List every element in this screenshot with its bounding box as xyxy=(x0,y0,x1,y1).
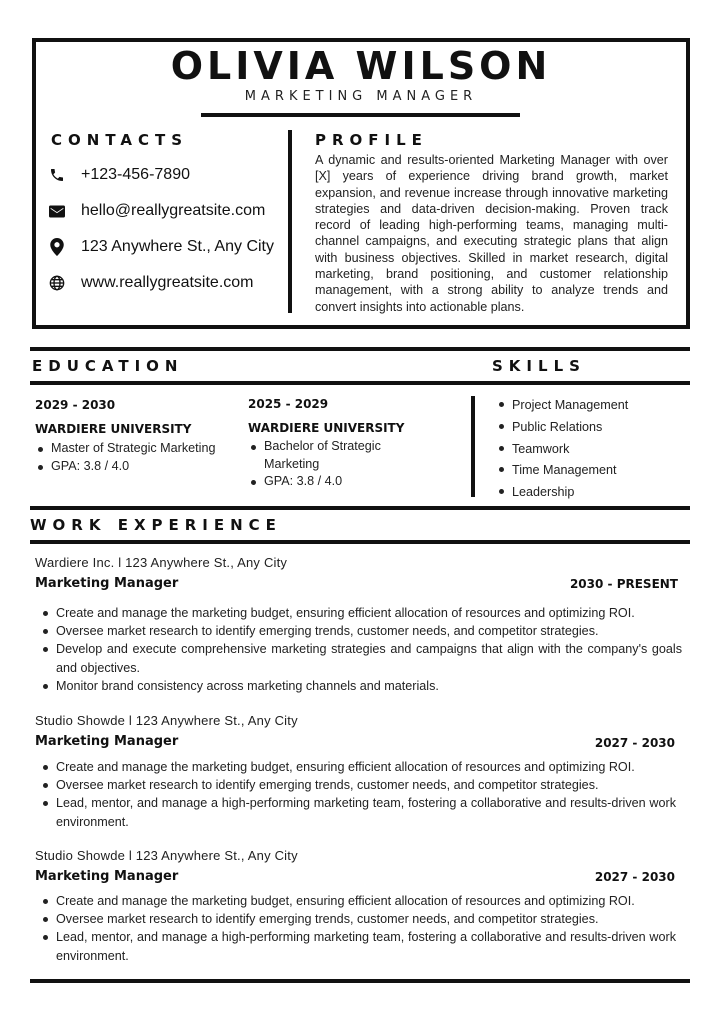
section-rule xyxy=(30,381,690,385)
contact-email-text[interactable]: hello@reallygreatsite.com xyxy=(81,202,266,219)
contacts-heading: CONTACTS xyxy=(51,131,189,149)
list-item: Develop and execute comprehensive marketing strategies and campaigns that align with the company's goals and objectives. xyxy=(40,640,682,676)
skill-item: Time Management xyxy=(496,460,686,482)
education-university: WARDIERE UNIVERSITY xyxy=(35,422,192,436)
skills-divider xyxy=(471,396,475,497)
job-bullets xyxy=(40,892,676,965)
candidate-name: OLIVIA WILSON xyxy=(170,44,552,88)
job-role: Marketing Manager xyxy=(35,734,179,749)
list-item: GPA: 3.8 / 4.0 xyxy=(248,473,408,491)
education-entry xyxy=(35,398,235,475)
globe-icon xyxy=(48,274,66,292)
section-rule xyxy=(30,347,690,351)
skills-heading: SKILLS xyxy=(492,357,586,375)
job-bullets xyxy=(40,758,676,831)
job-role: Marketing Manager xyxy=(35,869,179,884)
contact-website-text[interactable]: www.reallygreatsite.com xyxy=(81,274,254,291)
section-rule xyxy=(30,506,690,510)
skill-item: Teamwork xyxy=(496,439,686,461)
list-item: Create and manage the marketing budget, ensuring efficient allocation of resources and optimizing ROI. xyxy=(40,604,682,622)
education-details xyxy=(248,438,408,491)
mail-icon xyxy=(48,202,66,220)
skill-item: Project Management xyxy=(496,395,686,417)
list-item: Oversee market research to identify emerging trends, customer needs, and competitor strategies. xyxy=(40,622,682,640)
list-item: GPA: 3.8 / 4.0 xyxy=(35,458,235,476)
job-company: Studio Showde l 123 Anywhere St., Any City xyxy=(35,713,298,728)
location-pin-icon xyxy=(48,238,66,256)
profile-heading: PROFILE xyxy=(315,131,428,149)
skills-list xyxy=(496,395,686,504)
skill-item: Leadership xyxy=(496,482,686,504)
list-item: Bachelor of Strategic Marketing xyxy=(248,438,408,473)
education-details xyxy=(35,440,235,475)
job-role: Marketing Manager xyxy=(35,576,179,591)
education-entry xyxy=(248,397,408,491)
job-dates: 2030 - PRESENT xyxy=(569,577,678,591)
contact-email xyxy=(48,200,265,222)
list-item: Create and manage the marketing budget, ensuring efficient allocation of resources and optimizing ROI. xyxy=(40,892,676,910)
header-divider xyxy=(288,130,292,313)
profile-text: A dynamic and results-oriented Marketing Manager with over [X] years of experience driving brand growth, market expansion, and revenue increase through innovative marketing strategies and data-driven decision-making. Proven track record of leading high-performing teams, managing multi-channel campaigns, and executing strategic plans that align with business objectives. Skilled in market research, digital marketing, brand positioning, and customer relationship management, with a strong ability to analyze trends and convert insights into actionable plans. xyxy=(315,153,668,314)
job-company: Studio Showde l 123 Anywhere St., Any City xyxy=(35,848,298,863)
work-heading: WORK EXPERIENCE xyxy=(30,516,282,534)
footer-rule xyxy=(30,979,690,983)
skill-item: Public Relations xyxy=(496,417,686,439)
contact-phone-text[interactable]: +123-456-7890 xyxy=(81,166,190,183)
list-item: Create and manage the marketing budget, ensuring efficient allocation of resources and optimizing ROI. xyxy=(40,758,676,776)
education-years: 2029 - 2030 xyxy=(35,398,116,412)
job-dates: 2027 - 2030 xyxy=(594,736,675,750)
education-heading: EDUCATION xyxy=(32,357,184,375)
list-item: Lead, mentor, and manage a high-performing marketing team, fostering a collaborative and results-driven work environment. xyxy=(40,794,676,830)
list-item: Lead, mentor, and manage a high-performing marketing team, fostering a collaborative and results-driven work environment. xyxy=(40,928,676,964)
phone-icon xyxy=(48,166,66,184)
education-university: WARDIERE UNIVERSITY xyxy=(248,421,405,435)
contact-website xyxy=(48,272,254,294)
job-company: Wardiere Inc. l 123 Anywhere St., Any City xyxy=(35,555,288,570)
job-bullets xyxy=(40,604,682,695)
section-rule xyxy=(30,540,690,544)
list-item: Monitor brand consistency across marketing channels and materials. xyxy=(40,677,682,695)
contact-address-text: 123 Anywhere St., Any City xyxy=(81,238,274,255)
job-dates: 2027 - 2030 xyxy=(594,870,675,884)
contact-phone xyxy=(48,164,190,186)
list-item: Oversee market research to identify emerging trends, customer needs, and competitor strategies. xyxy=(40,776,676,794)
name-underline xyxy=(201,113,520,117)
candidate-title: MARKETING MANAGER xyxy=(244,89,478,104)
list-item: Oversee market research to identify emerging trends, customer needs, and competitor strategies. xyxy=(40,910,676,928)
education-years: 2025 - 2029 xyxy=(248,397,329,411)
list-item: Master of Strategic Marketing xyxy=(35,440,235,458)
contact-address xyxy=(48,236,274,258)
